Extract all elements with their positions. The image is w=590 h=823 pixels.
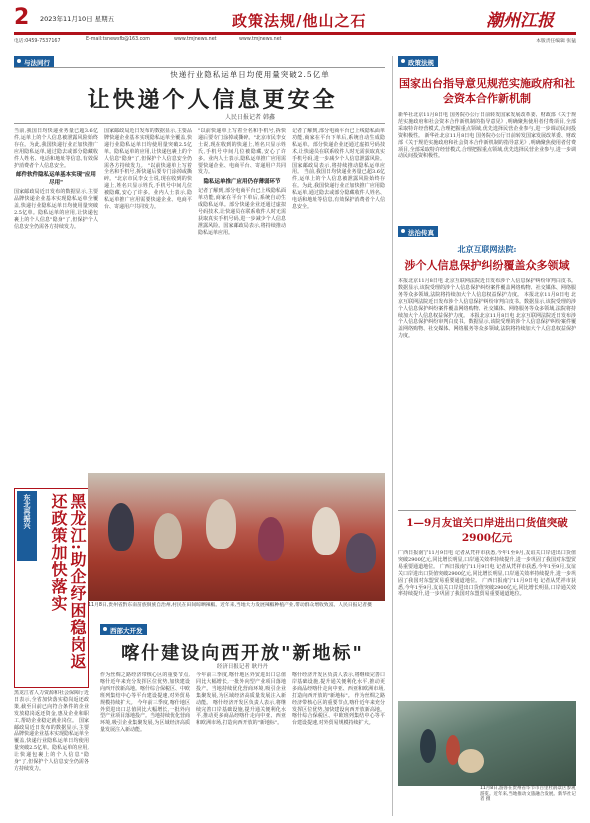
worker-figure [346, 533, 376, 573]
contact-row [14, 36, 576, 46]
right-headline-3[interactable]: 1—9月友谊关口岸进出口货值突破2900亿元 [406, 517, 568, 544]
person-figure [458, 749, 484, 773]
section-title: 政策法规/他山之石 [232, 12, 367, 30]
worker-figure [108, 503, 134, 551]
responsible-editor: 本版责任编辑 张猛 [536, 39, 576, 44]
article-kicker: 快递行业隐私运单日均使用量突破2.5亿单 [170, 70, 330, 79]
feature-box-heilongjiang [14, 488, 89, 688]
right-article-2 [398, 278, 576, 506]
issue-date: 2023年11月10日 星期五 [40, 15, 115, 23]
pepper-harvest-photo [88, 473, 385, 601]
divider [398, 510, 576, 511]
photo-caption: 11月8日,贵州省黔东南苗族侗族自治州,村民在田间晾晒辣椒。近年来,当地大力发展辣椒种植产业,带动群众增收致富。人民日报记者摄 [88, 603, 372, 608]
secondary-headline[interactable]: 喀什建设向西开放"新地标" [121, 643, 364, 664]
right-article-3 [398, 550, 576, 696]
section-tag-policy: 政策法规 [398, 56, 438, 67]
masthead [0, 0, 590, 44]
column-divider [392, 56, 393, 816]
worker-figure [258, 517, 284, 561]
article-text: 国家邮政局近日发布的数据显示,主要品牌快递企业基本实现隐私运单全覆盖,快递行业隐私运单日均使用量突破2.5亿单。隐私运单的应用,让快递包裹上的个人信息"隐身"了,但保护个人信息安全仍需各方持续发力。 [14, 717, 89, 772]
article-text: 作为丝绸之路经济带核心区的重要节点,喀什近年来充分发挥区位优势,加快建设向西开放新高地。喀什综合保税区、中欧班列集结中心等平台建设提速,对外贸易规模持续扩大。 [292, 692, 385, 727]
section-tag-legal-news: 法治传真 [398, 226, 438, 237]
article-text: 广西日报南宁11月9日电 记者从凭祥市获悉,今年1至9月,友谊关口岸进出口货值突破2900亿元,同比增长明显,口岸通关效率持续提升,进一步巩固了我国对东盟贸易重要通道地位。 [398, 550, 576, 570]
article-column-3 [198, 128, 286, 468]
worker-figure [206, 499, 236, 549]
hotline: 电话:0459-7537167 [14, 39, 61, 44]
article-text: 国家邮政局近日发布的数据显示,主要品牌快递企业基本实现隐私运单全覆盖,快递行业隐私运单日均使用量突破2.5亿单。隐私运单的应用,让快递包裹上的个人信息"隐身"了,但保护个人信息安全仍需各方持续发力。 [104, 128, 192, 169]
worker-figure [312, 507, 340, 555]
article-text: 本报北京11月8日电 北京互联网法院近日发布涉个人信息保护纠纷审判白皮书。数据显示,该院受理的涉个人信息保护纠纷案件覆盖网络购物、社交媒体、网络服务等众多领域,法院将持续加大个人信息权益保护力度。 [398, 278, 576, 298]
page-number: 2 [14, 5, 30, 30]
article-text: 作为丝绸之路经济带核心区的重要节点,喀什近年来充分发挥区位优势,加快建设向西开放新高地。喀什综合保税区、中欧班列集结中心等平台建设提速,对外贸易规模持续扩大。 [100, 672, 190, 706]
section-tag-northeast: 东北再振兴 [17, 491, 37, 561]
article-text: 记者了解到,部分电商平台已上线隐私面单功能,商家在平台下单后,系统自动生成隐私运单。部分快递企业还通过虚拟号码技术,让快递员在联系收件人时无需获取真实手机号码,进一步减少个人信息泄露风险。国家邮政局表示,将持续推动隐私运单应用。 [292, 128, 385, 176]
feature-headline[interactable]: 黑龙江:助企纾困稳岗返还政策加快落实 [49, 493, 87, 670]
section-tag-west: 西部大开发 [100, 624, 147, 635]
article-text: 今年前三季度,喀什地区外贸进出口总值同比大幅增长,一批外向型产业项目落地投产。当地持续优化营商环境,吸引企业集聚发展,为区域经济高质量发展注入新动能。 [100, 699, 190, 734]
section-tag-law: 与法同行 [14, 56, 54, 67]
masthead-rule [14, 32, 576, 35]
email[interactable]: E-mail:tsnewsfb@163.com [86, 37, 150, 42]
worker-figure [154, 513, 182, 559]
article-text: 当前,我国日均快递业务量已超3.6亿件,运单上的个人信息被泄露风险始终存在。为此,我国快递行业正加快推广应用隐私运单,通过隐去或部分隐藏收件人姓名、电话和地址等信息,有效保护消费者个人信息安全。 [292, 169, 385, 210]
article-text: 记者了解到,部分电商平台已上线隐私面单功能,商家在平台下单后,系统自动生成隐私运单。部分快递企业还通过虚拟号码技术,让快递员在联系收件人时无需获取真实手机号码,进一步减少个人信息泄露风险。国家邮政局表示,将持续推动隐私运单应用。 [198, 188, 286, 236]
secondary-column-3 [292, 672, 385, 815]
newspaper-logo: 潮州江报 [486, 11, 554, 31]
article-column-1 [14, 128, 98, 468]
feature-body [14, 690, 89, 815]
right-photo-caption: 11月8日,游客在贵州省毕节市百里杜鹃景区参观游览。近年来,当地推动文旅融合发展。新华社记者 摄 [480, 786, 576, 802]
article-text: "以前快递单上写着全名和手机号,拆快递后要专门涂掉或撕碎。"北京市民李女士说,现在收到的快递上,姓名只显示姓氏,手机号中间几位被隐藏,安心了许多。业内人士表示,隐私运单推广应用需要快递企业、电商平台、寄递用户共同发力。 [104, 162, 192, 210]
article-text: 喀什经济开发区负责人表示,将继续完善口岸基础设施,提升通关便利化水平,推动更多商品经喀什走向中亚、西亚和欧洲市场,打造向西开放的"新地标"。 [292, 672, 385, 699]
secondary-column-1 [100, 672, 190, 815]
article-text: 广西日报南宁11月9日电 记者从凭祥市获悉,今年1至9月,友谊关口岸进出口货值突破2900亿元,同比增长明显,口岸通关效率持续提升,进一步巩固了我国对东盟贸易重要通道地位。 [398, 577, 576, 598]
tourists-photo [398, 701, 576, 786]
article-text: 当前,我国日均快递业务量已超3.6亿件,运单上的个人信息被泄露风险始终存在。为此,我国快递行业正加快推广应用隐私运单,通过隐去或部分隐藏收件人姓名、电话和地址等信息,有效保护消费者个人信息安全。 [14, 128, 98, 169]
article-text: 国家邮政局近日发布的数据显示,主要品牌快递企业基本实现隐私运单全覆盖,快递行业隐私运单日均使用量突破2.5亿单。隐私运单的应用,让快递包裹上的个人信息"隐身"了,但保护个人信息安全仍需各方持续发力。 [14, 189, 98, 230]
article-subhead: 隐私运单推广应用仍存薄弱环节 [203, 179, 281, 186]
secondary-byline: 经济日报记者 耿丹丹 [216, 664, 269, 670]
article-column-2 [104, 128, 192, 468]
divider [14, 67, 385, 68]
article-subhead: 邮件软件隐私运单基本实现"应用尽用" [16, 172, 96, 187]
article-column-4 [292, 128, 385, 468]
website-link-2[interactable]: www.tmjnews.net [239, 37, 282, 42]
article-text: 新华社北京11月8日电 国务院办公厅日前转发国家发展改革委、财政部《关于规范实施政府和社会资本合作新机制的指导意见》,明确聚焦使用者付费项目,全部采取特许经营模式,合理把握重点领域,优先选择民营企业参与,进一步调动民间投资积极性。 [398, 132, 576, 160]
article-byline: 人民日报记者 韩鑫 [225, 114, 275, 121]
article-text: 本报北京11月8日电 北京互联网法院近日发布涉个人信息保护纠纷审判白皮书。数据显示,该院受理的涉个人信息保护纠纷案件覆盖网络购物、社交媒体、网络服务等众多领域,法院将持续加大个人信息权益保护力度。 [398, 291, 576, 319]
article-text: 广西日报南宁11月9日电 记者从凭祥市获悉,今年1至9月,友谊关口岸进出口货值突破2900亿元,同比增长明显,口岸通关效率持续提升,进一步巩固了我国对东盟贸易重要通道地位。 [398, 563, 576, 584]
right-headline-1[interactable]: 国家出台指导意见规范实施政府和社会资本合作新机制 [399, 77, 575, 105]
right-article-1 [398, 112, 576, 222]
website-link[interactable]: www.tmjnews.net [174, 37, 217, 42]
divider [14, 123, 385, 124]
article-text: 喀什经济开发区负责人表示,将继续完善口岸基础设施,提升通关便利化水平,推动更多商品经喀什走向中亚、西亚和欧洲市场,打造向西开放的"新地标"。 [196, 699, 286, 727]
secondary-column-2 [196, 672, 286, 815]
right-headline-2-lead: 北京互联网法院: [457, 244, 517, 254]
article-text: "以前快递单上写着全名和手机号,拆快递后要专门涂掉或撕碎。"北京市民李女士说,现在收到的快递上,姓名只显示姓氏,手机号中间几位被隐藏,安心了许多。业内人士表示,隐私运单推广应用需要快递企业、电商平台、寄递用户共同发力。 [198, 128, 286, 176]
article-text: 本报北京11月8日电 北京互联网法院近日发布涉个人信息保护纠纷审判白皮书。数据显示,该院受理的涉个人信息保护纠纷案件覆盖网络购物、社交媒体、网络服务等众多领域,法院将持续加大个人信息权益保护力度。 [398, 312, 576, 340]
article-text: 黑龙江省人力资源和社会保障厅近日表示,全省加快落实稳岗返还政策,截至目前已向符合条件的企业发放稳岗返还资金,惠及企业和职工,帮助企业稳定就业岗位。 [14, 690, 89, 724]
article-headline[interactable]: 让快递个人信息更安全 [87, 87, 338, 113]
right-headline-2[interactable]: 涉个人信息保护纠纷覆盖众多领域 [404, 259, 570, 272]
person-figure [420, 729, 436, 763]
article-text: 新华社北京11月8日电 国务院办公厅日前转发国家发展改革委、财政部《关于规范实施政府和社会资本合作新机制的指导意见》,明确聚焦使用者付费项目,全部采取特许经营模式,合理把握重点领域,优先选择民营企业参与,进一步调动民间投资积极性。 [398, 112, 576, 139]
article-text: 今年前三季度,喀什地区外贸进出口总值同比大幅增长,一批外向型产业项目落地投产。当地持续优化营商环境,吸引企业集聚发展,为区域经济高质量发展注入新动能。 [196, 672, 286, 706]
